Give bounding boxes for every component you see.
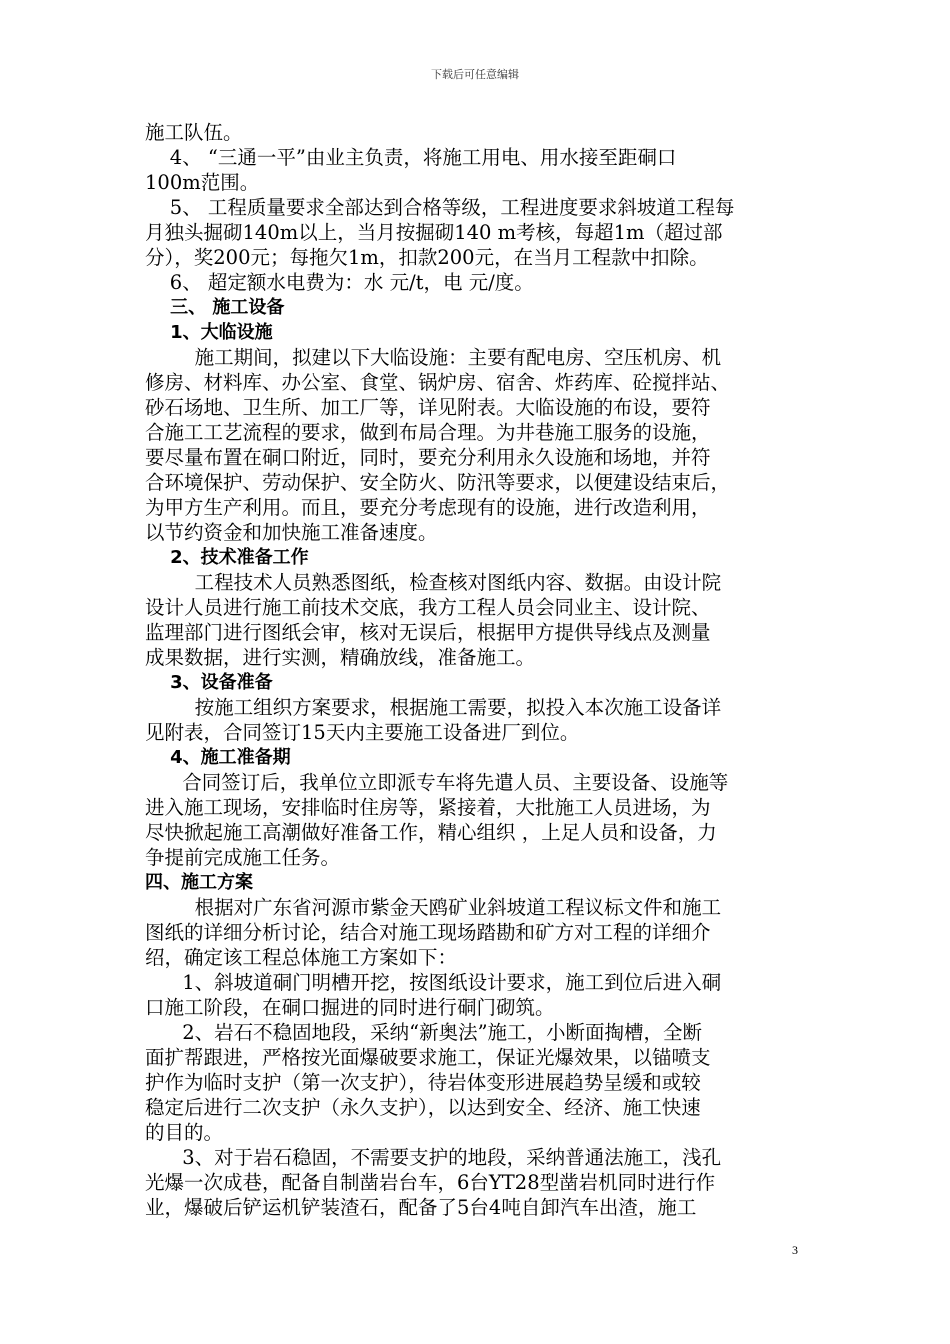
text-line: 设计人员进行施工前技术交底，我方工程人员会同业主、设计院、 (145, 596, 711, 619)
text-line: 工程技术人员熟悉图纸，检查核对图纸内容、数据。由设计院 (145, 571, 722, 594)
text-line: 护作为临时支护（第一次支护），待岩体变形进展趋势呈缓和或较 (145, 1071, 701, 1094)
text-line: 为甲方生产利用。而且，要充分考虑现有的设施，进行改造利用， (145, 496, 711, 519)
text-line: 施工队伍。 (145, 121, 243, 144)
section-heading: 4、施工准备期 (145, 747, 291, 768)
text-line: 月独头掘砌140m以上，当月按掘砌140 m考核，每超1m（超过部 (145, 221, 723, 244)
text-line: 合同签订后，我单位立即派专车将先遣人员、主要设备、设施等 (145, 771, 729, 794)
text-line: 5、 工程质量要求全部达到合格等级，工程进度要求斜坡道工程每 (145, 196, 735, 219)
text-line: 要尽量布置在硐口附近，同时，要充分利用永久设施和场地，并符 (145, 446, 711, 469)
text-line: 6、 超定额水电费为：水 元/t，电 元/度。 (145, 271, 534, 294)
text-line: 分），奖200元；每拖欠1m，扣款200元，在当月工程款中扣除。 (145, 246, 709, 269)
section-heading: 三、 施工设备 (145, 297, 285, 318)
text-line: 见附表，合同签订15天内主要施工设备进厂到位。 (145, 721, 580, 744)
text-line: 图纸的详细分析讨论，结合对施工现场踏勘和矿方对工程的详细介 (145, 921, 711, 944)
text-line: 合施工工艺流程的要求，做到布局合理。为井巷施工服务的设施， (145, 421, 711, 444)
text-line: 监理部门进行图纸会审，核对无误后，根据甲方提供导线点及测量 (145, 621, 711, 644)
text-line: 砂石场地、卫生所、加工厂等，详见附表。大临设施的布设，要符 (145, 396, 711, 419)
text-line: 施工期间，拟建以下大临设施：主要有配电房、空压机房、机 (145, 346, 722, 369)
text-line: 以节约资金和加快施工准备速度。 (145, 521, 438, 544)
section-heading: 2、技术准备工作 (145, 547, 309, 568)
text-line: 进入施工现场，安排临时住房等，紧接着，大批施工人员进场，为 (145, 796, 711, 819)
text-line: 成果数据，进行实测，精确放线，准备施工。 (145, 646, 536, 669)
section-heading: 3、设备准备 (145, 672, 273, 693)
text-line: 绍，确定该工程总体施工方案如下： (145, 946, 458, 969)
text-line: 按施工组织方案要求，根据施工需要，拟投入本次施工设备详 (145, 696, 722, 719)
text-line: 稳定后进行二次支护（永久支护），以达到安全、经济、施工快速 (145, 1096, 701, 1119)
section-heading: 1、大临设施 (145, 322, 273, 343)
text-line: 合环境保护、劳动保护、安全防火、防汛等要求，以便建设结束后， (145, 471, 731, 494)
text-line: 修房、材料库、办公室、食堂、锅炉房、宿舍、炸药库、砼搅拌站、 (145, 371, 731, 394)
text-line: 1、斜坡道硐门明槽开挖，按图纸设计要求，施工到位后进入硐 (145, 971, 722, 994)
section-heading: 四、施工方案 (145, 872, 253, 893)
text-line: 4、 “三通一平”由业主负责，将施工用电、用水接至距硐口 (145, 146, 677, 169)
text-line: 口施工阶段，在硐口掘进的同时进行硐门砌筑。 (145, 996, 555, 1019)
text-line: 业，爆破后铲运机铲装渣石，配备了5台4吨自卸汽车出渣，施工 (145, 1196, 697, 1219)
text-line: 面扩帮跟进，严格按光面爆破要求施工，保证光爆效果，以锚喷支 (145, 1046, 711, 1069)
text-line: 尽快掀起施工高潮做好准备工作，精心组织 ，上足人员和设备，力 (145, 821, 717, 844)
page-number: 3 (792, 1243, 798, 1257)
document-body (145, 120, 815, 1220)
text-line: 2、岩石不稳固地段，采纳“新奥法”施工，小断面掏槽，全断 (145, 1021, 703, 1044)
text-line: 100m范围。 (145, 171, 260, 194)
page-header-note: 下载后可任意编辑 (431, 68, 519, 81)
text-line: 争提前完成施工任务。 (145, 846, 341, 869)
text-line: 根据对广东省河源市紫金天鸥矿业斜坡道工程议标文件和施工 (145, 896, 722, 919)
text-line: 的目的。 (145, 1121, 224, 1144)
text-line: 3、对于岩石稳固，不需要支护的地段，采纳普通法施工，浅孔 (145, 1146, 722, 1169)
text-line: 光爆一次成巷，配备自制凿岩台车，6台YT28型凿岩机同时进行作 (145, 1171, 716, 1194)
